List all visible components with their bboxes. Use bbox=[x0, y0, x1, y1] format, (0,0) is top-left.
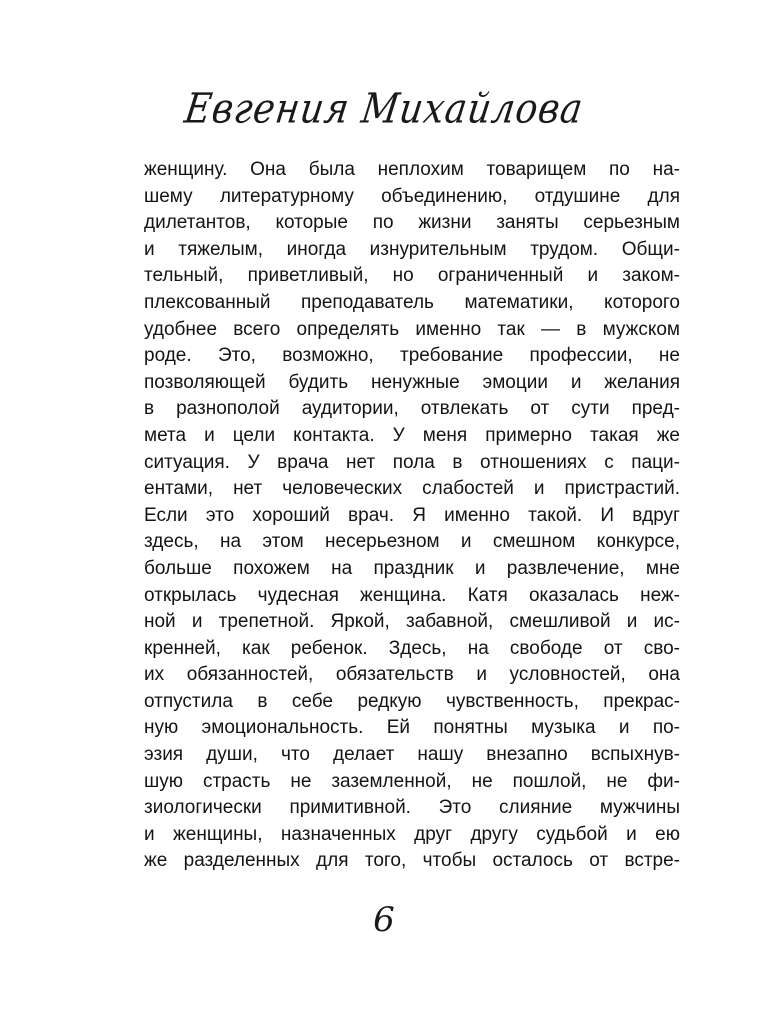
text-line: здесь, на этом несерьезном и смешном конкурсе, bbox=[144, 531, 680, 553]
text-line: женщину. Она была неплохим товарищем по на- bbox=[144, 159, 680, 180]
text-line: Если это хороший врач. Я именно такой. И вдруг bbox=[144, 504, 680, 526]
body-text bbox=[144, 157, 680, 875]
text-line: ситуация. У врача нет пола в отношениях с паци- bbox=[144, 451, 680, 473]
text-line: плексованный преподаватель математики, которого bbox=[144, 291, 680, 313]
text-line: мета и цели контакта. У меня примерно такая же bbox=[144, 424, 680, 446]
author-name-logo: Евгения Михайлова bbox=[181, 85, 587, 133]
text-line: зиологически примитивной. Это слияние мужчины bbox=[144, 797, 680, 819]
text-line: в разнополой аудитории, отвлекать от сути пред- bbox=[144, 398, 680, 420]
text-line: позволяющей будить ненужные эмоции и желания bbox=[144, 371, 680, 393]
text-line: и тяжелым, иногда изнурительным трудом. Общи- bbox=[144, 238, 680, 260]
text-line: шему литературному объединению, отдушине для bbox=[144, 185, 680, 207]
text-line: удобнее всего определять именно так — в мужском bbox=[144, 318, 680, 340]
text-line: же разделенных для того, чтобы осталось от встре- bbox=[144, 850, 680, 872]
text-line: и женщины, назначенных друг другу судьбой и ею bbox=[144, 823, 680, 845]
text-line: отпустила в себе редкую чувственность, прекрас- bbox=[144, 690, 680, 712]
running-header bbox=[0, 78, 768, 140]
text-line: тельный, приветливый, но ограниченный и заком- bbox=[144, 265, 680, 287]
text-line: открылась чудесная женщина. Катя оказалась неж- bbox=[144, 584, 680, 606]
text-line: роде. Это, возможно, требование профессии, не bbox=[144, 345, 680, 367]
text-line: эзия души, что делает нашу внезапно вспыхнув- bbox=[144, 744, 680, 766]
text-line: больше похожем на праздник и развлечение, мне bbox=[144, 557, 680, 579]
page-number: 6 bbox=[373, 900, 395, 940]
text-line: ной и трепетной. Яркой, забавной, смешливой и ис- bbox=[144, 611, 680, 633]
text-line: кренней, как ребенок. Здесь, на свободе от сво- bbox=[144, 637, 680, 659]
text-line: шую страсть не заземленной, не пошлой, не фи- bbox=[144, 770, 680, 792]
text-line: ентами, нет человеческих слабостей и пристрастий. bbox=[144, 478, 680, 500]
text-line: ную эмоциональность. Ей понятны музыка и по- bbox=[144, 717, 680, 739]
text-line: их обязанностей, обязательств и условностей, она bbox=[144, 664, 680, 686]
text-line: дилетантов, которые по жизни заняты серьезным bbox=[144, 212, 680, 234]
